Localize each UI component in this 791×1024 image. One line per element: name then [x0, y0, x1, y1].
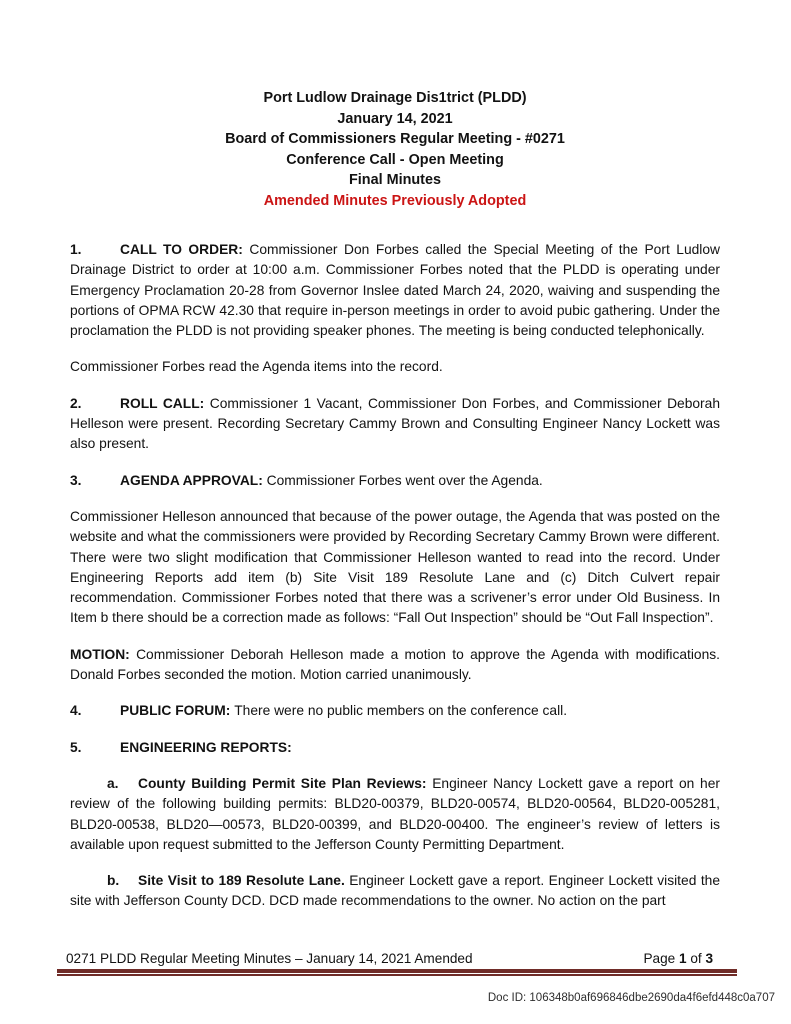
section-heading: CALL TO ORDER:	[120, 242, 243, 257]
header-line-org: Port Ludlow Drainage Dis1trict (PLDD)	[263, 90, 527, 106]
subsection-heading: County Building Permit Site Plan Reviews:	[138, 775, 427, 791]
section-number: 5.	[70, 739, 82, 755]
subsection-permit-reviews	[70, 774, 720, 855]
subsection-letter: a.	[107, 775, 119, 791]
document-id-stamp: Doc ID: 106348b0af696846dbe2690da4f6efd448c0a707	[487, 992, 775, 1004]
section-heading: ENGINEERING REPORTS:	[120, 739, 292, 755]
section-agenda-approval	[70, 471, 720, 491]
header-line-meeting: Board of Commissioners Regular Meeting - #0271	[225, 131, 565, 147]
motion-paragraph	[70, 645, 720, 686]
section-heading: AGENDA APPROVAL:	[120, 472, 263, 488]
paragraph-text: Commissioner Forbes read the Agenda items into the record.	[70, 359, 443, 375]
section-number: 3.	[70, 472, 82, 488]
footer-page-number: 1	[678, 951, 687, 966]
subsection-heading: Site Visit to 189 Resolute Lane.	[138, 873, 345, 889]
section-text: Commissioner 1 Vacant, Commissioner Don Forbes, and Commissioner Deborah Helleson were present. Recording Secretary Cammy Brown and Consulting Engineer Nancy Lockett was also present.	[70, 395, 720, 452]
header-line-date: January 14, 2021	[337, 110, 453, 127]
section-number: 4.	[70, 703, 82, 719]
section-text: There were no public members on the conference call.	[234, 703, 568, 719]
section-heading: PUBLIC FORUM:	[120, 703, 231, 719]
section-number: 2.	[70, 395, 82, 411]
subsection-text: Engineer Lockett gave a report. Engineer Lockett visited the site with Jefferson County DCD. DCD made recommendations to the owner. No action on the part	[70, 873, 720, 909]
section-public-forum	[70, 701, 720, 721]
footer-page-indicator	[643, 951, 713, 966]
section-heading: ROLL CALL:	[120, 395, 205, 411]
footer-divider-rule	[57, 969, 737, 976]
footer-page-of: of	[686, 951, 706, 966]
subsection-text: Engineer Nancy Lockett gave a report on her review of the following building permits: BLD20-00379, BLD20-00574, BLD20-00564, BLD20-005281, BLD20-00538, BLD20—00573, BLD20-00399, and BLD20-00400. The engineer’s review of letters is available upon request submitted to the Jefferson County Permitting Department.	[70, 775, 720, 852]
header-line-final-minutes: Final Minutes	[349, 172, 441, 188]
paragraph-agenda-read	[70, 357, 720, 377]
section-engineering-reports	[70, 738, 720, 758]
section-number: 1.	[70, 242, 82, 257]
subsection-site-visit	[70, 871, 720, 912]
section-call-to-order	[70, 240, 720, 341]
motion-text: Commissioner Deborah Helleson made a motion to approve the Agenda with modifications. Donald Forbes seconded the motion. Motion carried unanimously.	[70, 646, 720, 683]
document-header	[70, 88, 720, 211]
document-body	[70, 240, 720, 912]
amended-minutes-heading: Amended Minutes Previously Adopted	[263, 192, 527, 209]
footer-page-prefix: Page	[643, 951, 679, 966]
header-line-conference: Conference Call - Open Meeting	[286, 151, 504, 168]
section-roll-call	[70, 394, 720, 455]
section-text: Commissioner Forbes went over the Agenda.	[266, 472, 543, 488]
section-text: Commissioner Don Forbes called the Special Meeting of the Port Ludlow Drainage District to order at 10:00 a.m. Commissioner Forbes noted that the PLDD is operating under Emergency Proclamation 20-28 from Governor Inslee dated March 24, 2020, waiving and suspending the portions of OPMA RCW 42.30 that require in-person meetings in order to avoid pubic gathering. Under the proclamation the PLDD is not providing speaker phones. The meeting is being conducted telephonically.	[70, 242, 720, 339]
footer-document-title: 0271 PLDD Regular Meeting Minutes – January 14, 2021 Amended	[66, 951, 473, 966]
paragraph-text: Commissioner Helleson announced that because of the power outage, the Agenda that was posted on the website and what the commissioners were provided by Recording Secretary Cammy Brown were different. There were two slight modification that Commissioner Helleson wanted to read into the record. Under Engineering Reports add item (b) Site Visit 189 Resolute Lane and (c) Ditch Culvert repair recommendation. Commissioner Forbes noted that there was a scrivener’s error under Old Business. In Item b there should be a correction made as follows: “Fall Out Inspection” should be “Out Fall Inspection”.	[70, 508, 720, 626]
motion-label: MOTION:	[70, 646, 130, 662]
footer-page-total: 3	[705, 951, 713, 966]
subsection-letter: b.	[107, 873, 120, 889]
paragraph-agenda-modifications	[70, 507, 720, 629]
